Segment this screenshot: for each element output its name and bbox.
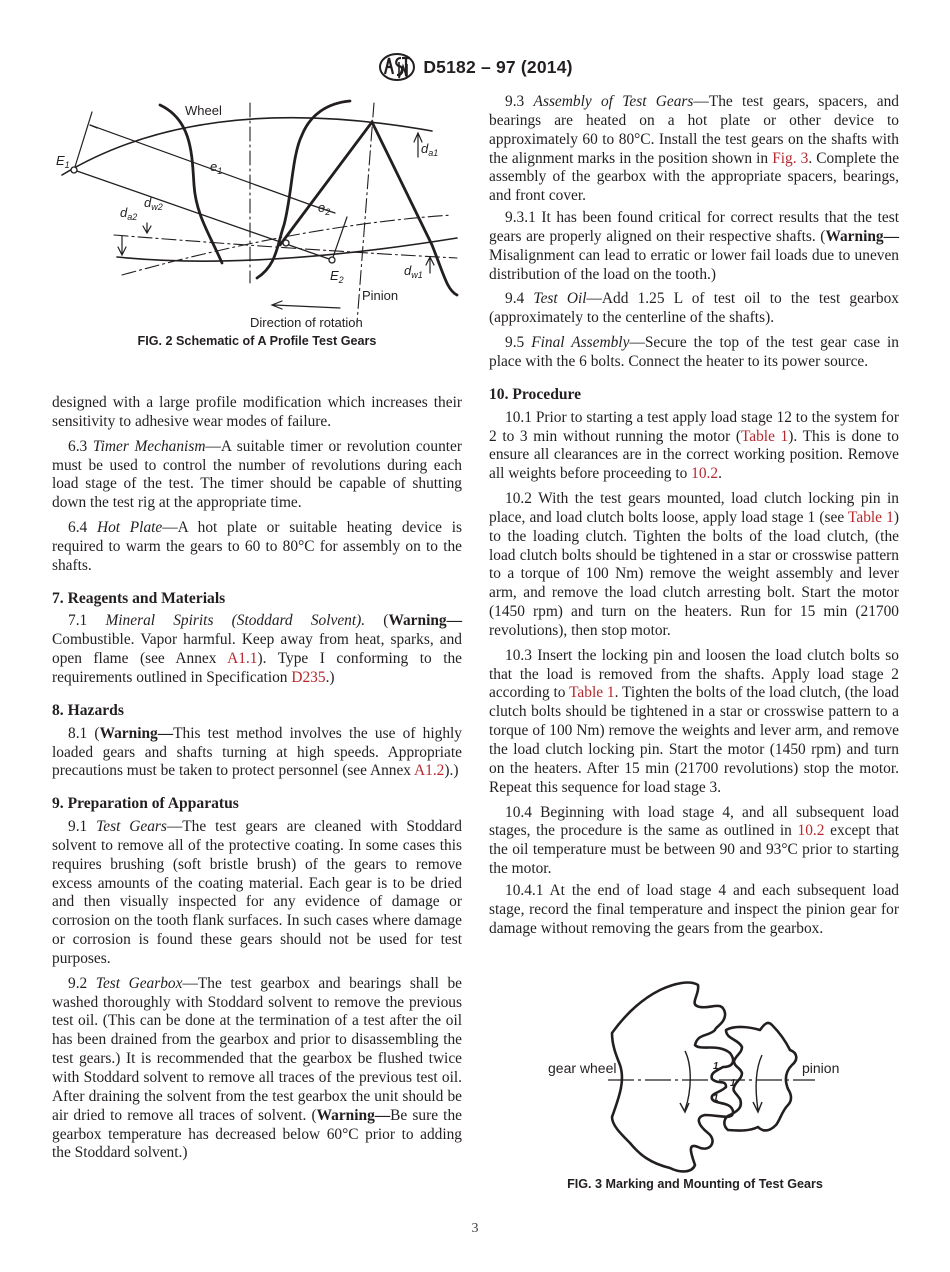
fig3-caption: FIG. 3 Marking and Mounting of Test Gears: [567, 1177, 823, 1191]
pinion-label: Pinion: [362, 288, 399, 303]
dw1-label: $d_{w1}$: [404, 263, 423, 280]
gear-wheel-label: gear wheel: [548, 1060, 617, 1076]
dw2-label: $d_{w2}$: [144, 195, 163, 212]
document-id: D5182 – 97 (2014): [423, 56, 573, 77]
right-column: [489, 93, 899, 938]
section-10-heading: 10. Procedure: [489, 385, 582, 403]
page-number: 3: [471, 1221, 479, 1236]
link-10-2[interactable]: 10.2: [691, 465, 719, 483]
left-column: [52, 394, 462, 1163]
link-fig-3[interactable]: Fig. 3: [772, 149, 809, 167]
mark-1-upper: 1: [713, 1061, 719, 1072]
link-table-1[interactable]: Table 1: [848, 508, 894, 526]
link-d235[interactable]: D235: [291, 668, 326, 686]
link-annex-a1-2[interactable]: A1.2: [414, 762, 445, 780]
pinion-label: pinion: [802, 1060, 840, 1076]
e2-label: $e_2$: [318, 200, 331, 217]
para-10-2: 10.2 With the test gears mounted, load clutch locking pin in place, and load clutch bolts loose, apply load stage 1 (see Table 1) to the loading clutch. Tighten the bolts of the load clutch, (the load clutch bolts should be tightened in a star or crosswise pattern to a torque of 100 Nm) remove the weight assembly and lever arm, and remove the load clutch arresting bolt. Start the motor (1450 rpm) and turn on the heaters. Run for 15 min (21700 revolutions), then stop motor.: [489, 490, 899, 639]
section-8-heading: 8. Hazards: [52, 701, 124, 719]
direction-label: Direction of rotation: [250, 315, 363, 327]
astm-logo-icon: [377, 52, 417, 82]
da2-label: $d_{a2}$: [120, 205, 138, 222]
para-9-3-1: 9.3.1 It has been found critical for correct results that the test gears are properly aligned on their respective shafts. (Warning—Misalignment can lead to erratic or lower fail loads due to uneven distribution of the load on the tooth.): [489, 209, 899, 283]
da1-label: $d_{a1}$: [421, 141, 439, 158]
e1-label: $e_1$: [210, 159, 223, 176]
mark-1-lower: 1: [713, 1093, 719, 1104]
section-9-heading: 9. Preparation of Apparatus: [52, 795, 239, 813]
link-10-2[interactable]: 10.2: [797, 822, 825, 840]
para-10-3: 10.3 Insert the locking pin and loosen the load clutch bolts so that the load is removed from the shafts. Apply load stage 2 according to Table 1. Tighten the bolts of the load clutch, (the load clutch bolts should be tightened in a star or crosswise pattern to a torque of 100 Nm) remove the weights and lever arm, and remove the load clutch locking pin. Start the motor (1450 rpm) and turn on the heaters. After 15 min (21700 revolutions) stop the motor. Repeat this sequence for load stage 3.: [489, 646, 899, 796]
fig2-caption: FIG. 2 Schematic of A Profile Test Gears: [137, 334, 377, 348]
para-9-2: 9.2 Test Gearbox—The test gearbox and bearings shall be washed thoroughly with Stoddard solvent to remove the previous test oil. (This can be done at the termination of a test after the oil has been drained from the gearbox and prior to disassembling the test gears.) It is recommended that the gearbox be flushed twice with Stoddard solvent to remove all traces of the previous test oil. After draining the solvent from the test gearbox the unit should be air dried to remove all traces of solvent. (Warning—Be sure the gearbox temperature has decreased below 60°C prior to adding the Stoddard solvent.): [52, 974, 462, 1162]
fig2-schematic: [52, 95, 472, 327]
section-7-heading: 7. Reagents and Materials: [52, 589, 226, 607]
link-table-1[interactable]: Table 1: [569, 684, 615, 702]
para-10-4-1: 10.4.1 At the end of load stage 4 and each subsequent load stage, record the final temperature and inspect the pinion gear for damage without removing the gears from the gearbox.: [489, 881, 899, 937]
para-9-4: 9.4 Test Oil—Add 1.25 L of test oil to the test gearbox (approximately to the centerline of the shafts).: [489, 290, 899, 327]
figure-3: [540, 975, 860, 1195]
mark-1-middle: 1: [730, 1078, 736, 1089]
para-6-4: 6.4 Hot Plate—A hot plate or suitable heating device is required to warm the gears to 60 to 80°C for assembly on to the shafts.: [52, 519, 462, 574]
para-7-1: 7.1 Mineral Spirits (Stoddard Solvent). (Warning—Combustible. Vapor harmful. Keep away from heat, sparks, and open flame (see Annex A1.1). Type I conforming to the requirements outlined in Specification D235.): [52, 612, 463, 686]
fig3-gear-mounting: [540, 975, 860, 1175]
para-9-5: 9.5 Final Assembly—Secure the top of the test gear case in place with the 6 bolts. Connect the heater to its power source.: [489, 334, 899, 370]
para-9-1: 9.1 Test Gears—The test gears are cleaned with Stoddard solvent to remove all of the protective coating. In some cases this requires brushing (soft bristle brush) of the gears to remove excess amounts of the coating material. Each gear is to be dried and then visually inspected for any evidence of damage or corrosion on the tooth flank surfaces. In such cases where damage or corrosion is found these gears should not be used for test purposes.: [52, 818, 463, 967]
wheel-label: Wheel: [185, 103, 222, 118]
E1-label: $E_1$: [56, 153, 70, 170]
para-9-3: 9.3 Assembly of Test Gears—The test gears, spacers, and bearings are heated on a hot plate or other device to approximately 60 to 80°C. Install the test gears on the shafts with the alignment marks in the position shown in Fig. 3. Complete the assembly of the gearbox with the appropriate spacers, bearings, and front cover.: [489, 93, 900, 205]
para-10-1: 10.1 Prior to starting a test apply load stage 12 to the system for 2 to 3 min without running the motor (Table 1). This is done to ensure all clearances are in the correct working position. Remove all weights before proceeding to 10.2.: [489, 408, 899, 483]
E2-label: $E_2$: [330, 268, 344, 285]
link-table-1[interactable]: Table 1: [740, 427, 789, 445]
para-8-1: 8.1 (Warning—This test method involves the use of highly loaded gears and shafts turning at high speeds. Appropriate precautions must be taken to protect personnel (see Annex A1.2).): [52, 724, 462, 780]
para-6-3: 6.3 Timer Mechanism—A suitable timer or revolution counter must be used to control the number of revolutions during each load stage of the test. The timer should be capable of shutting down the test rig at the appropriate time.: [52, 437, 463, 512]
link-annex-a1-1[interactable]: A1.1: [227, 650, 258, 668]
figure-2: [52, 95, 472, 355]
page-header: [0, 52, 950, 87]
para-10-4: 10.4 Beginning with load stage 4, and all subsequent load stages, the procedure is the same as outlined in 10.2 except that the oil temperature must be between 90 and 93°C prior to starting the motor.: [489, 803, 899, 878]
para-continued: designed with a large profile modification which increases their sensitivity to adhesive wear modes of failure.: [52, 394, 462, 430]
